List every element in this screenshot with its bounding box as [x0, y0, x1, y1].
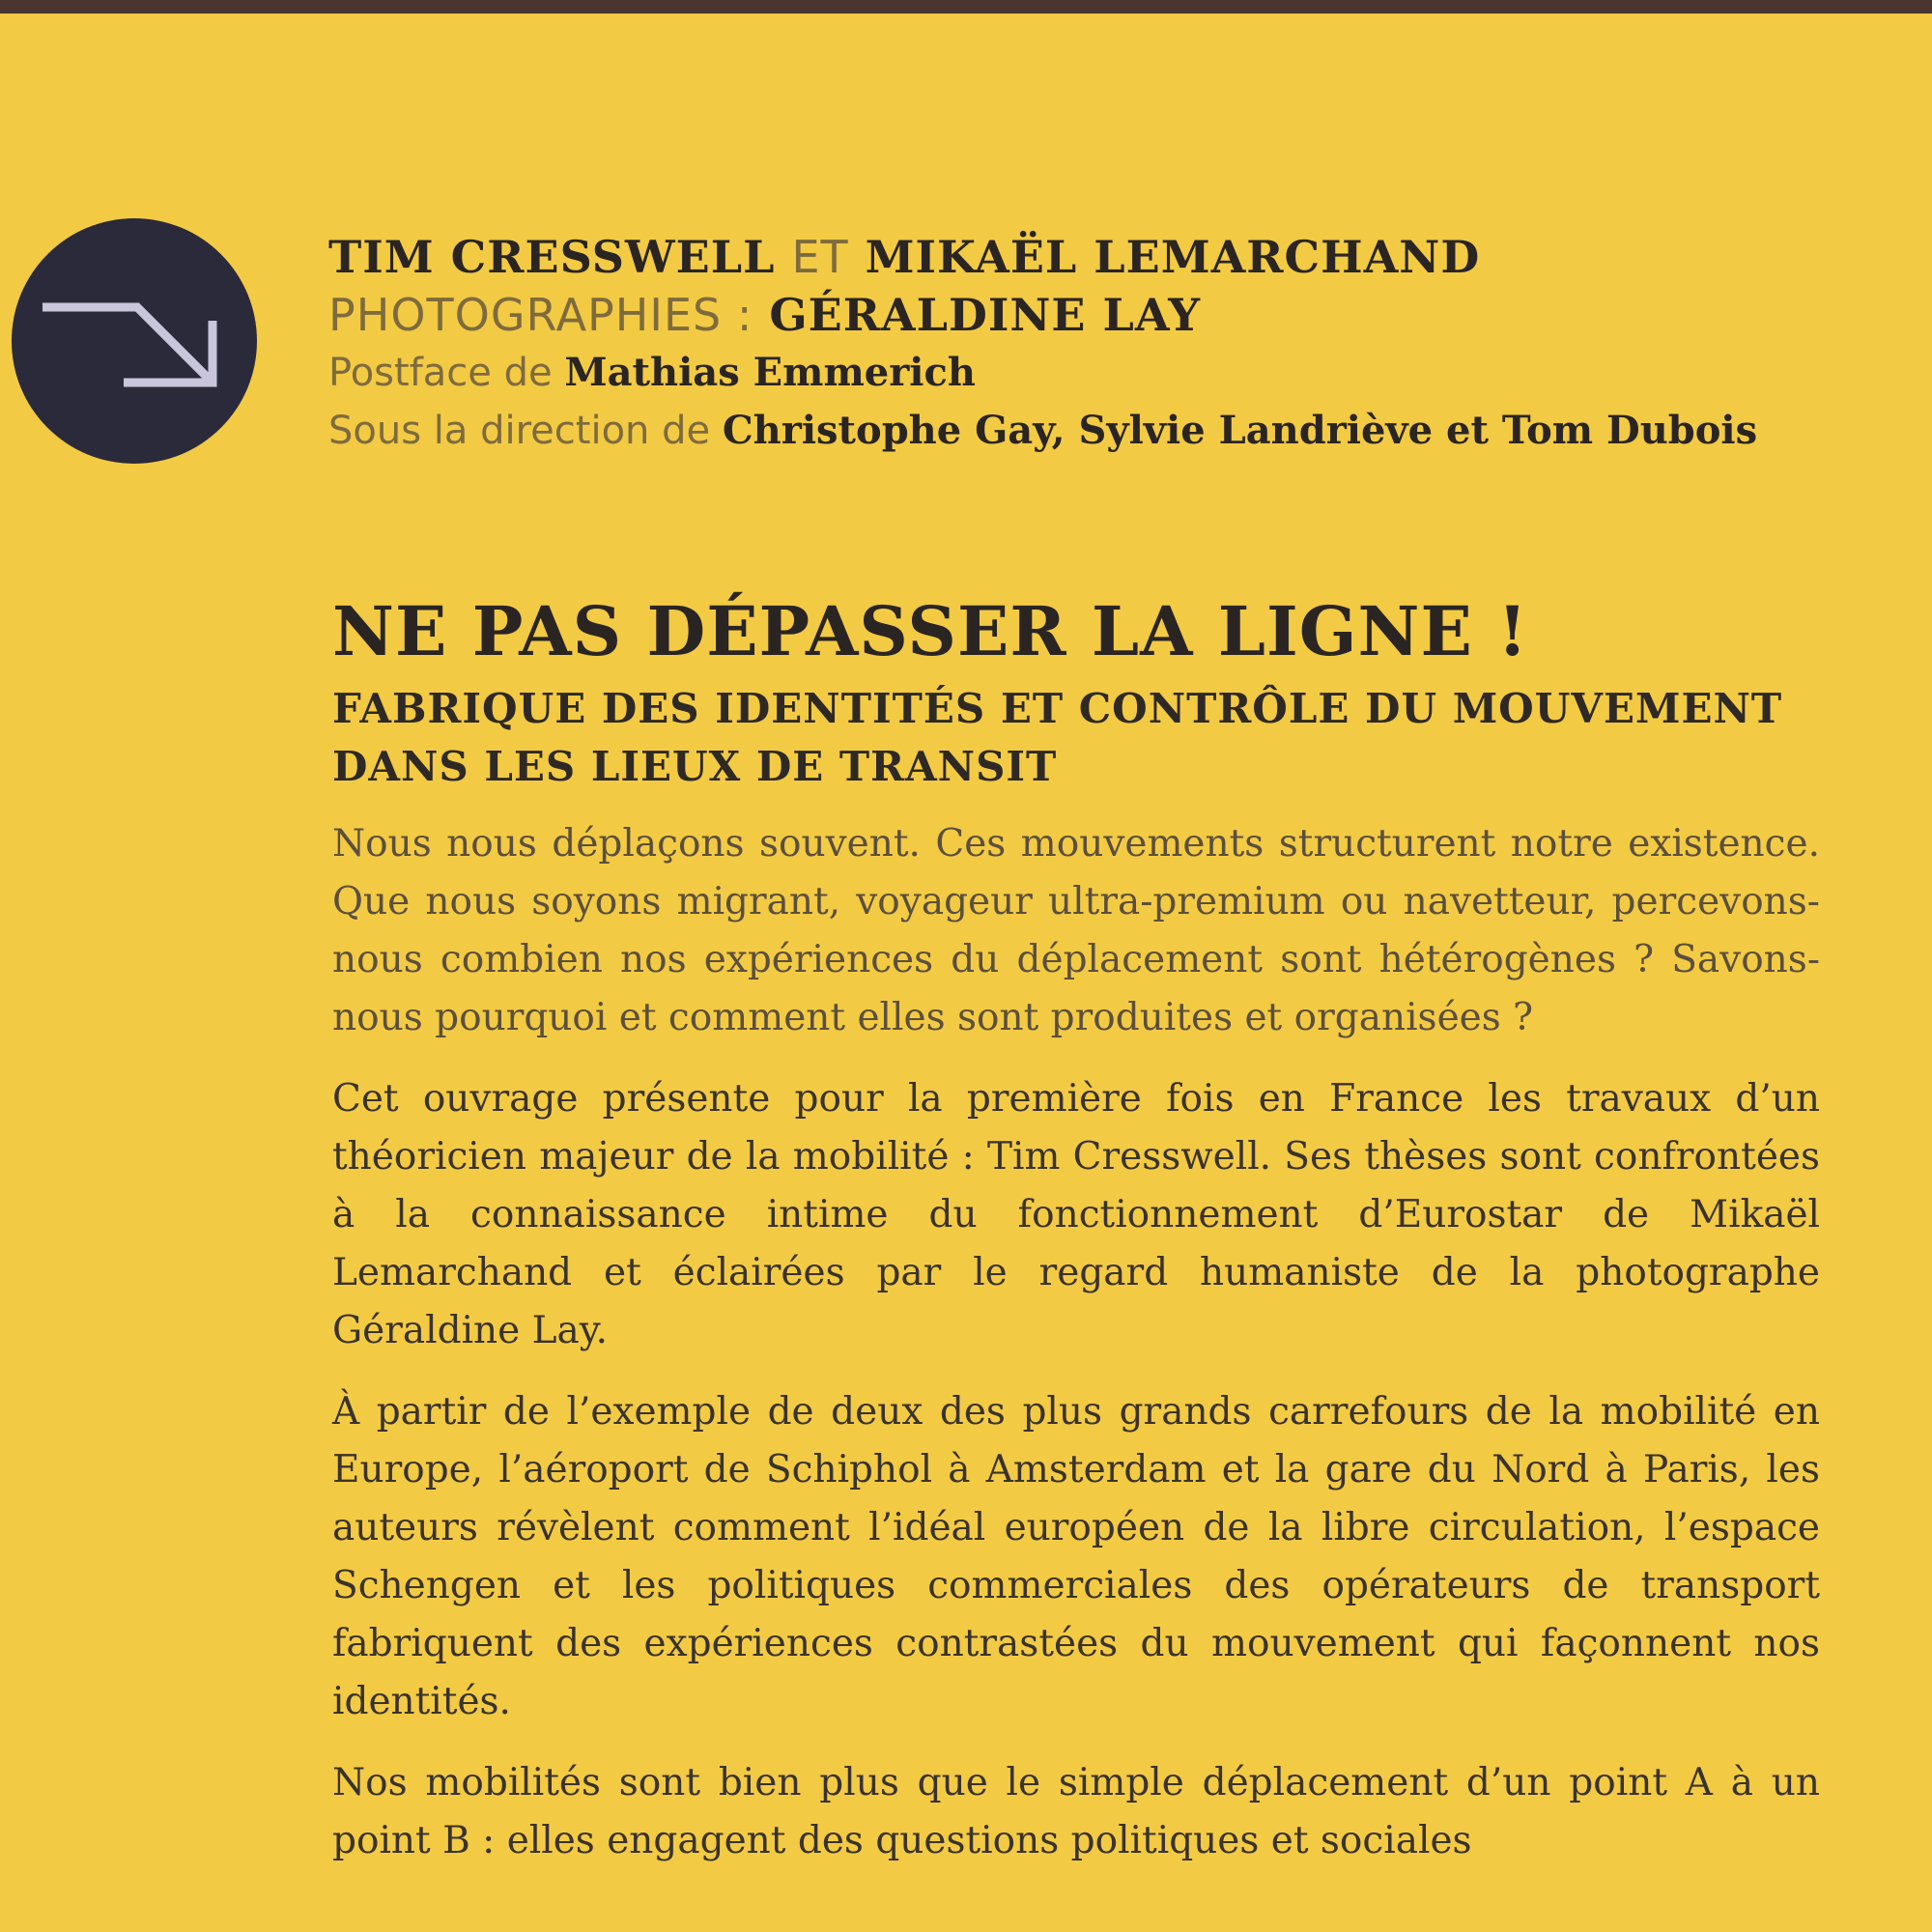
photographer-name: GÉRALDINE LAY	[769, 289, 1202, 341]
back-cover-page	[0, 14, 1932, 1932]
postface-label: Postface de	[328, 351, 553, 395]
direction-line	[328, 402, 1835, 460]
postface-author: Mathias Emmerich	[564, 350, 976, 395]
postface-line	[328, 344, 1835, 402]
author-name: TIM CRESSWELL	[328, 231, 776, 283]
blurb-paragraph: Nous nous déplaçons souvent. Ces mouvements structurent notre existence. Que nous soyons migrant, voyageur ultra-premium ou navetteur, percevons-nous combien nos expériences du déplacement sont hétérogènes ? Savons-nous pourquoi et comment elles sont produites et organisées ?	[332, 822, 1820, 1039]
book-subtitle: FABRIQUE DES IDENTITÉS ET CONTRÔLE DU MOUVEMENT DANS LES LIEUX DE TRANSIT	[332, 685, 1783, 790]
main-text	[332, 591, 1820, 1870]
direction-names: Christophe Gay, Sylvie Landriève et Tom Dubois	[722, 408, 1758, 453]
author-connector: ET	[791, 231, 849, 283]
direction-label: Sous la direction de	[328, 409, 711, 453]
arrow-down-right-icon	[12, 218, 257, 464]
credits-block	[328, 228, 1835, 460]
blurb-paragraph: À partir de l’exemple de deux des plus grands carrefours de la mobilité en Europe, l’aéroport de Schiphol à Amsterdam et la gare du Nord à Paris, les auteurs révèlent comment l’idéal européen de la libre circulation, l’espace Schengen et les politiques commerciales des opérateurs de transport fabriquent des expériences contrastées du mouvement qui façonnent nos identités.	[332, 1390, 1820, 1723]
author-name: MIKAËL LEMARCHAND	[865, 231, 1481, 283]
book-title: NE PAS DÉPASSER LA LIGNE !	[332, 591, 1528, 671]
blurb-paragraph: Nos mobilités sont bien plus que le simple déplacement d’un point A à un point B : elles engagent des questions politiques et sociales	[332, 1761, 1820, 1862]
blurb-paragraph: Cet ouvrage présente pour la première fois en France les travaux d’un théoricien majeur de la mobilité : Tim Cresswell. Ses thèses sont confrontées à la connaissance intime du fonctionnement d’Eurostar de Mikaël Lemarchand et éclairées par le regard humaniste de la photographe Géraldine Lay.	[332, 1077, 1820, 1352]
publisher-logo	[12, 218, 257, 464]
photos-label: PHOTOGRAPHIES :	[328, 289, 753, 341]
authors-line	[328, 228, 1835, 286]
photographer-line	[328, 286, 1835, 344]
